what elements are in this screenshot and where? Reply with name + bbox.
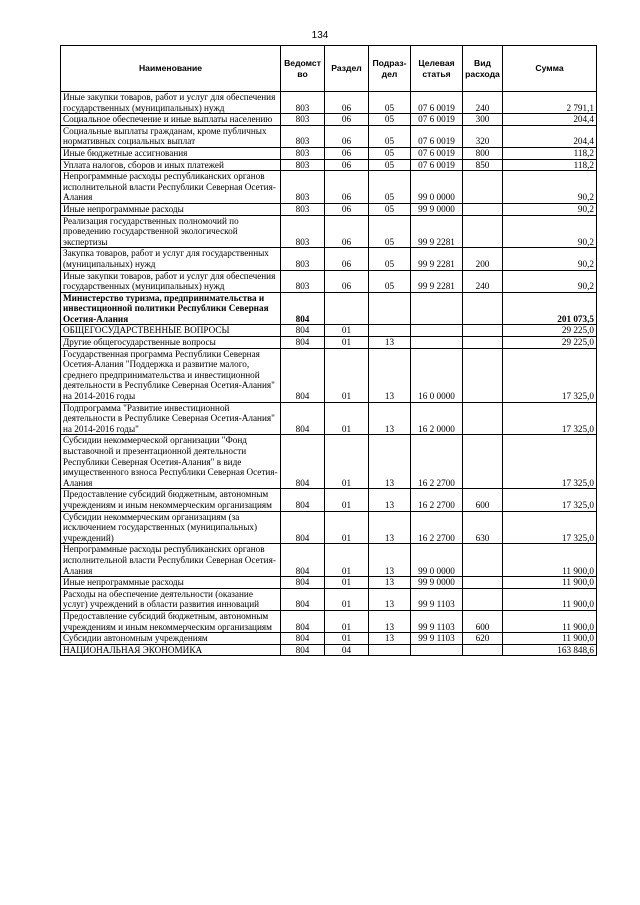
table-row xyxy=(61,435,597,489)
cell-section: 06 xyxy=(325,171,369,204)
header-section: Раздел xyxy=(325,46,369,92)
cell-subsection: 05 xyxy=(369,147,411,159)
cell-subsection: 13 xyxy=(369,348,411,402)
cell-name: Субсидии автономным учреждениям xyxy=(61,633,281,645)
cell-dept: 803 xyxy=(281,159,325,171)
cell-dept: 803 xyxy=(281,203,325,215)
table-row xyxy=(61,325,597,337)
table-row xyxy=(61,511,597,544)
cell-name: Субсидии некоммерческой организации "Фонд выставочной и презентационной деятельности Республики Северная Осетия-Алания" в виде имущественного взноса Республики Северная Осетия-Алания xyxy=(61,435,281,489)
cell-name: Расходы на обеспечение деятельности (оказание услуг) учреждений в области развития инноваций xyxy=(61,588,281,610)
cell-subsection: 05 xyxy=(369,159,411,171)
cell-type xyxy=(463,215,503,248)
table-row xyxy=(61,215,597,248)
cell-sum: 11 900,0 xyxy=(503,588,597,610)
cell-sum: 11 900,0 xyxy=(503,544,597,577)
cell-name: НАЦИОНАЛЬНАЯ ЭКОНОМИКА xyxy=(61,644,281,656)
cell-section: 01 xyxy=(325,402,369,435)
cell-dept: 804 xyxy=(281,325,325,337)
cell-type: 600 xyxy=(463,610,503,632)
header-subsection: Подраз- дел xyxy=(369,46,411,92)
cell-subsection: 05 xyxy=(369,92,411,114)
cell-subsection: 05 xyxy=(369,270,411,292)
cell-section: 06 xyxy=(325,215,369,248)
cell-sum: 2 791,1 xyxy=(503,92,597,114)
cell-dept: 804 xyxy=(281,337,325,349)
table-row xyxy=(61,171,597,204)
cell-section: 01 xyxy=(325,435,369,489)
cell-subsection: 13 xyxy=(369,489,411,511)
cell-dept: 804 xyxy=(281,348,325,402)
cell-target xyxy=(411,337,463,349)
cell-section: 01 xyxy=(325,337,369,349)
cell-target xyxy=(411,644,463,656)
cell-sum: 204,4 xyxy=(503,114,597,126)
cell-name: Иные закупки товаров, работ и услуг для обеспечения государственных (муниципальных) нужд xyxy=(61,92,281,114)
cell-section: 06 xyxy=(325,92,369,114)
cell-target: 99 9 1103 xyxy=(411,633,463,645)
table-row xyxy=(61,577,597,589)
cell-type xyxy=(463,348,503,402)
cell-section: 06 xyxy=(325,270,369,292)
cell-dept: 803 xyxy=(281,114,325,126)
cell-type xyxy=(463,588,503,610)
cell-type xyxy=(463,203,503,215)
cell-type: 240 xyxy=(463,92,503,114)
cell-sum: 118,2 xyxy=(503,147,597,159)
cell-name: Предоставление субсидий бюджетным, автономным учреждениям и иным некоммерческим организациям xyxy=(61,610,281,632)
table-row xyxy=(61,588,597,610)
cell-type: 620 xyxy=(463,633,503,645)
table-row xyxy=(61,644,597,656)
cell-subsection: 05 xyxy=(369,215,411,248)
cell-subsection: 13 xyxy=(369,337,411,349)
cell-dept: 804 xyxy=(281,644,325,656)
cell-dept: 803 xyxy=(281,92,325,114)
cell-type: 200 xyxy=(463,248,503,270)
cell-target: 99 9 2281 xyxy=(411,248,463,270)
cell-subsection: 05 xyxy=(369,248,411,270)
cell-sum: 17 325,0 xyxy=(503,402,597,435)
table-row xyxy=(61,270,597,292)
cell-type: 320 xyxy=(463,125,503,147)
cell-subsection: 05 xyxy=(369,203,411,215)
cell-name: Непрограммные расходы республиканских органов исполнительной власти Республики Северная Осетия-Алания xyxy=(61,544,281,577)
cell-target: 16 0 0000 xyxy=(411,348,463,402)
cell-dept: 804 xyxy=(281,402,325,435)
cell-sum: 163 848,6 xyxy=(503,644,597,656)
cell-dept: 804 xyxy=(281,610,325,632)
cell-type xyxy=(463,337,503,349)
cell-target: 16 2 0000 xyxy=(411,402,463,435)
cell-section: 01 xyxy=(325,325,369,337)
cell-sum: 17 325,0 xyxy=(503,511,597,544)
cell-sum: 118,2 xyxy=(503,159,597,171)
cell-target: 99 0 0000 xyxy=(411,544,463,577)
cell-subsection: 13 xyxy=(369,588,411,610)
cell-sum: 17 325,0 xyxy=(503,348,597,402)
table-row xyxy=(61,248,597,270)
cell-type xyxy=(463,325,503,337)
table-row xyxy=(61,489,597,511)
cell-type: 300 xyxy=(463,114,503,126)
cell-target: 07 6 0019 xyxy=(411,147,463,159)
cell-type: 630 xyxy=(463,511,503,544)
cell-subsection: 13 xyxy=(369,511,411,544)
cell-dept: 803 xyxy=(281,147,325,159)
cell-type: 800 xyxy=(463,147,503,159)
cell-dept: 803 xyxy=(281,125,325,147)
cell-dept: 803 xyxy=(281,248,325,270)
cell-target: 07 6 0019 xyxy=(411,125,463,147)
cell-dept: 804 xyxy=(281,489,325,511)
cell-sum: 29 225,0 xyxy=(503,325,597,337)
header-target: Целевая статья xyxy=(411,46,463,92)
cell-section: 01 xyxy=(325,544,369,577)
cell-name: Иные бюджетные ассигнования xyxy=(61,147,281,159)
cell-sum: 17 325,0 xyxy=(503,489,597,511)
table-row xyxy=(61,125,597,147)
cell-section xyxy=(325,292,369,325)
cell-type: 850 xyxy=(463,159,503,171)
cell-type xyxy=(463,577,503,589)
cell-section: 06 xyxy=(325,203,369,215)
cell-dept: 803 xyxy=(281,171,325,204)
cell-subsection xyxy=(369,644,411,656)
cell-target: 99 9 1103 xyxy=(411,610,463,632)
cell-sum: 201 073,5 xyxy=(503,292,597,325)
cell-name: Государственная программа Республики Северная Осетия-Алания "Поддержка и развитие малого, среднего предпринимательства и инвестиционной деятельности в Республике Северная Осетия-Алания" на 2014-2016 годы xyxy=(61,348,281,402)
cell-sum: 29 225,0 xyxy=(503,337,597,349)
cell-subsection: 13 xyxy=(369,577,411,589)
cell-type xyxy=(463,544,503,577)
cell-subsection: 05 xyxy=(369,114,411,126)
cell-sum: 90,2 xyxy=(503,215,597,248)
cell-target: 99 0 0000 xyxy=(411,171,463,204)
cell-name: Уплата налогов, сборов и иных платежей xyxy=(61,159,281,171)
cell-target: 99 9 2281 xyxy=(411,270,463,292)
cell-dept: 804 xyxy=(281,292,325,325)
cell-dept: 804 xyxy=(281,511,325,544)
cell-sum: 90,2 xyxy=(503,203,597,215)
cell-type xyxy=(463,402,503,435)
cell-dept: 803 xyxy=(281,215,325,248)
cell-target: 07 6 0019 xyxy=(411,114,463,126)
cell-target: 16 2 2700 xyxy=(411,489,463,511)
cell-type xyxy=(463,435,503,489)
cell-target: 99 9 0000 xyxy=(411,577,463,589)
cell-section: 06 xyxy=(325,159,369,171)
cell-section: 01 xyxy=(325,348,369,402)
header-dept: Ведомст во xyxy=(281,46,325,92)
cell-dept: 804 xyxy=(281,633,325,645)
header-sum: Сумма xyxy=(503,46,597,92)
cell-subsection: 05 xyxy=(369,125,411,147)
cell-target: 07 6 0019 xyxy=(411,159,463,171)
table-row xyxy=(61,348,597,402)
cell-target: 16 2 2700 xyxy=(411,511,463,544)
cell-section: 06 xyxy=(325,125,369,147)
cell-name: Социальные выплаты гражданам, кроме публичных нормативных социальных выплат xyxy=(61,125,281,147)
cell-subsection xyxy=(369,325,411,337)
cell-subsection: 13 xyxy=(369,610,411,632)
cell-section: 01 xyxy=(325,633,369,645)
table-row xyxy=(61,203,597,215)
cell-name: Социальное обеспечение и иные выплаты населению xyxy=(61,114,281,126)
table-row xyxy=(61,402,597,435)
table-row xyxy=(61,147,597,159)
cell-sum: 17 325,0 xyxy=(503,435,597,489)
table-row xyxy=(61,92,597,114)
cell-name: ОБЩЕГОСУДАРСТВЕННЫЕ ВОПРОСЫ xyxy=(61,325,281,337)
cell-name: Непрограммные расходы республиканских органов исполнительной власти Республики Северная Осетия-Алания xyxy=(61,171,281,204)
cell-name: Иные непрограммные расходы xyxy=(61,577,281,589)
cell-subsection xyxy=(369,292,411,325)
cell-sum: 11 900,0 xyxy=(503,633,597,645)
cell-name: Другие общегосударственные вопросы xyxy=(61,337,281,349)
cell-target: 16 2 2700 xyxy=(411,435,463,489)
cell-target: 99 9 1103 xyxy=(411,588,463,610)
cell-name: Реализация государственных полномочий по проведению государственной экологической экспертизы xyxy=(61,215,281,248)
cell-name: Закупка товаров, работ и услуг для государственных (муниципальных) нужд xyxy=(61,248,281,270)
cell-type xyxy=(463,644,503,656)
cell-subsection: 13 xyxy=(369,633,411,645)
cell-section: 06 xyxy=(325,114,369,126)
cell-target: 07 6 0019 xyxy=(411,92,463,114)
table-row xyxy=(61,159,597,171)
cell-target: 99 9 0000 xyxy=(411,203,463,215)
cell-section: 06 xyxy=(325,248,369,270)
cell-name: Иные непрограммные расходы xyxy=(61,203,281,215)
cell-dept: 804 xyxy=(281,577,325,589)
cell-type xyxy=(463,292,503,325)
header-type: Вид расхода xyxy=(463,46,503,92)
cell-name: Предоставление субсидий бюджетным, автономным учреждениям и иным некоммерческим организациям xyxy=(61,489,281,511)
cell-section: 01 xyxy=(325,588,369,610)
cell-name: Подпрограмма "Развитие инвестиционной деятельности в Республике Северная Осетия-Алания" на 2014-2016 годы" xyxy=(61,402,281,435)
cell-target xyxy=(411,292,463,325)
cell-section: 01 xyxy=(325,511,369,544)
table-header-row xyxy=(61,46,597,92)
cell-subsection: 13 xyxy=(369,435,411,489)
cell-sum: 11 900,0 xyxy=(503,610,597,632)
table-row xyxy=(61,292,597,325)
budget-table xyxy=(60,45,597,656)
table-row xyxy=(61,633,597,645)
table-row xyxy=(61,544,597,577)
cell-sum: 90,2 xyxy=(503,171,597,204)
cell-name: Министерство туризма, предпринимательства и инвестиционной политики Республики Северная Осетия-Алания xyxy=(61,292,281,325)
cell-section: 01 xyxy=(325,577,369,589)
cell-section: 01 xyxy=(325,489,369,511)
cell-name: Иные закупки товаров, работ и услуг для обеспечения государственных (муниципальных) нужд xyxy=(61,270,281,292)
table-row xyxy=(61,114,597,126)
table-body xyxy=(61,92,597,656)
page-number: 134 xyxy=(311,30,329,41)
cell-dept: 804 xyxy=(281,435,325,489)
cell-section: 06 xyxy=(325,147,369,159)
cell-target: 99 9 2281 xyxy=(411,215,463,248)
header-name: Наименование xyxy=(61,46,281,92)
cell-dept: 804 xyxy=(281,588,325,610)
cell-subsection: 13 xyxy=(369,402,411,435)
cell-name: Субсидии некоммерческим организациям (за исключением государственных (муниципальных) учреждений) xyxy=(61,511,281,544)
cell-dept: 803 xyxy=(281,270,325,292)
cell-sum: 90,2 xyxy=(503,270,597,292)
cell-subsection: 05 xyxy=(369,171,411,204)
cell-target xyxy=(411,325,463,337)
cell-dept: 804 xyxy=(281,544,325,577)
cell-subsection: 13 xyxy=(369,544,411,577)
table-row xyxy=(61,610,597,632)
cell-section: 01 xyxy=(325,610,369,632)
cell-type: 240 xyxy=(463,270,503,292)
cell-type: 600 xyxy=(463,489,503,511)
cell-sum: 90,2 xyxy=(503,248,597,270)
cell-section: 04 xyxy=(325,644,369,656)
cell-sum: 11 900,0 xyxy=(503,577,597,589)
cell-type xyxy=(463,171,503,204)
cell-sum: 204,4 xyxy=(503,125,597,147)
table-row xyxy=(61,337,597,349)
